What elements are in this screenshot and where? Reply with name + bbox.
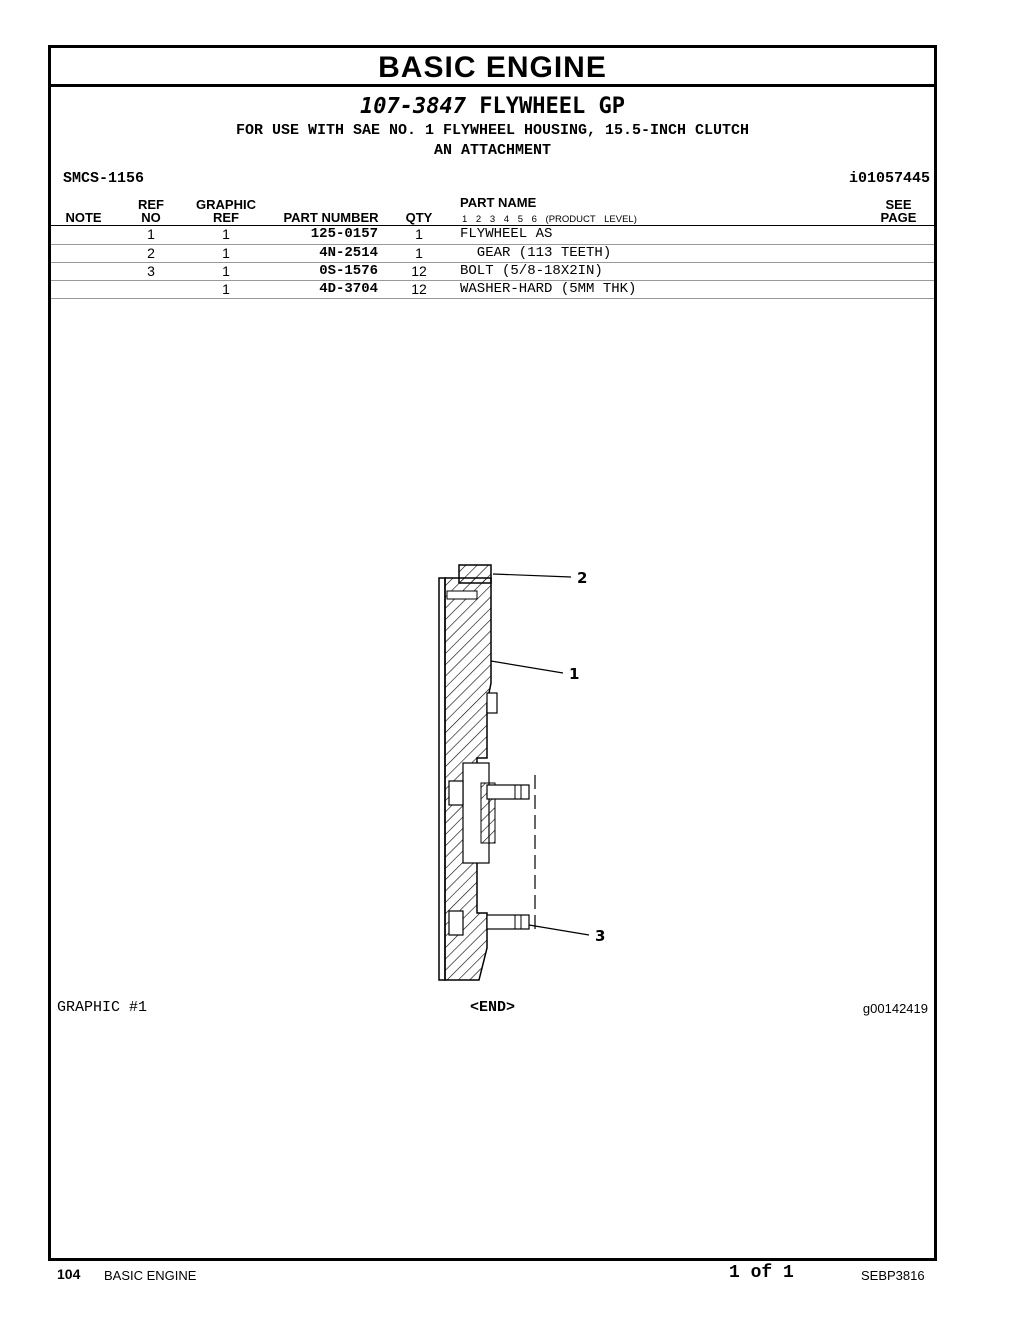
row-part-name: GEAR (113 TEETH): [460, 245, 612, 261]
row-part-name: FLYWHEEL AS: [460, 226, 553, 242]
header-part-name: PART NAME: [460, 195, 537, 210]
row-part-name: WASHER-HARD (5MM THK): [460, 281, 637, 297]
header-part-number: PART NUMBER: [283, 210, 379, 225]
header-qty: QTY: [405, 210, 433, 225]
graphic-id: g00142419: [862, 1001, 928, 1016]
row-graphic-ref: 1: [222, 226, 230, 242]
header-graphic-bottom: REF: [213, 210, 239, 225]
row-part-number: 4N-2514: [319, 245, 378, 261]
row-graphic-ref: 1: [222, 281, 230, 297]
end-marker: <END>: [469, 999, 515, 1016]
header-graphic-top: GRAPHIC: [196, 197, 256, 212]
header-ref-bottom: NO: [141, 210, 161, 225]
header-ref-top: REF: [138, 197, 164, 212]
header-see-bottom: PAGE: [880, 210, 917, 225]
callout-2: 2: [577, 569, 588, 587]
row-qty: 12: [411, 263, 427, 279]
header-see-top: SEE: [885, 197, 912, 212]
flywheel-cross-section-drawing: [421, 553, 641, 993]
row-part-number: 0S-1576: [319, 263, 378, 279]
row-qty: 1: [415, 226, 423, 242]
header-note: NOTE: [65, 210, 102, 225]
row-ref-no: 1: [147, 226, 155, 242]
row-graphic-ref: 1: [222, 263, 230, 279]
row-graphic-ref: 1: [222, 245, 230, 261]
footer-section: BASIC ENGINE: [104, 1268, 197, 1283]
row-rule: [51, 298, 934, 299]
smcs-code: SMCS-1156: [63, 170, 145, 187]
footer-page-of: 1 of 1: [729, 1263, 794, 1283]
row-ref-no: 2: [147, 245, 155, 261]
row-ref-no: 3: [147, 263, 155, 279]
row-qty: 12: [411, 281, 427, 297]
row-part-name: BOLT (5/8-18X2IN): [460, 263, 603, 279]
parts-page-frame: [48, 45, 937, 1261]
callout-1: 1: [569, 665, 580, 683]
row-qty: 1: [415, 245, 423, 261]
group-number: 107-3847: [360, 94, 466, 119]
group-note-line-1: FOR USE WITH SAE NO. 1 FLYWHEEL HOUSING, 15.5-INCH CLUTCH: [235, 122, 750, 139]
row-part-number: 4D-3704: [319, 281, 378, 297]
footer-page-number: 104: [57, 1266, 81, 1282]
footer-document-number: SEBP3816: [861, 1268, 925, 1283]
group-title: [51, 94, 934, 119]
document-ident: i01057445: [848, 170, 930, 187]
graphic-label: GRAPHIC #1: [57, 999, 148, 1016]
row-part-number: 125-0157: [310, 226, 378, 242]
group-note-line-2: AN ATTACHMENT: [433, 142, 552, 159]
callout-3: 3: [595, 927, 606, 945]
header-product-levels: 1 2 3 4 5 6 (PRODUCT LEVEL): [462, 214, 637, 225]
group-name: FLYWHEEL GP: [479, 94, 625, 119]
section-title: BASIC ENGINE: [51, 48, 934, 87]
